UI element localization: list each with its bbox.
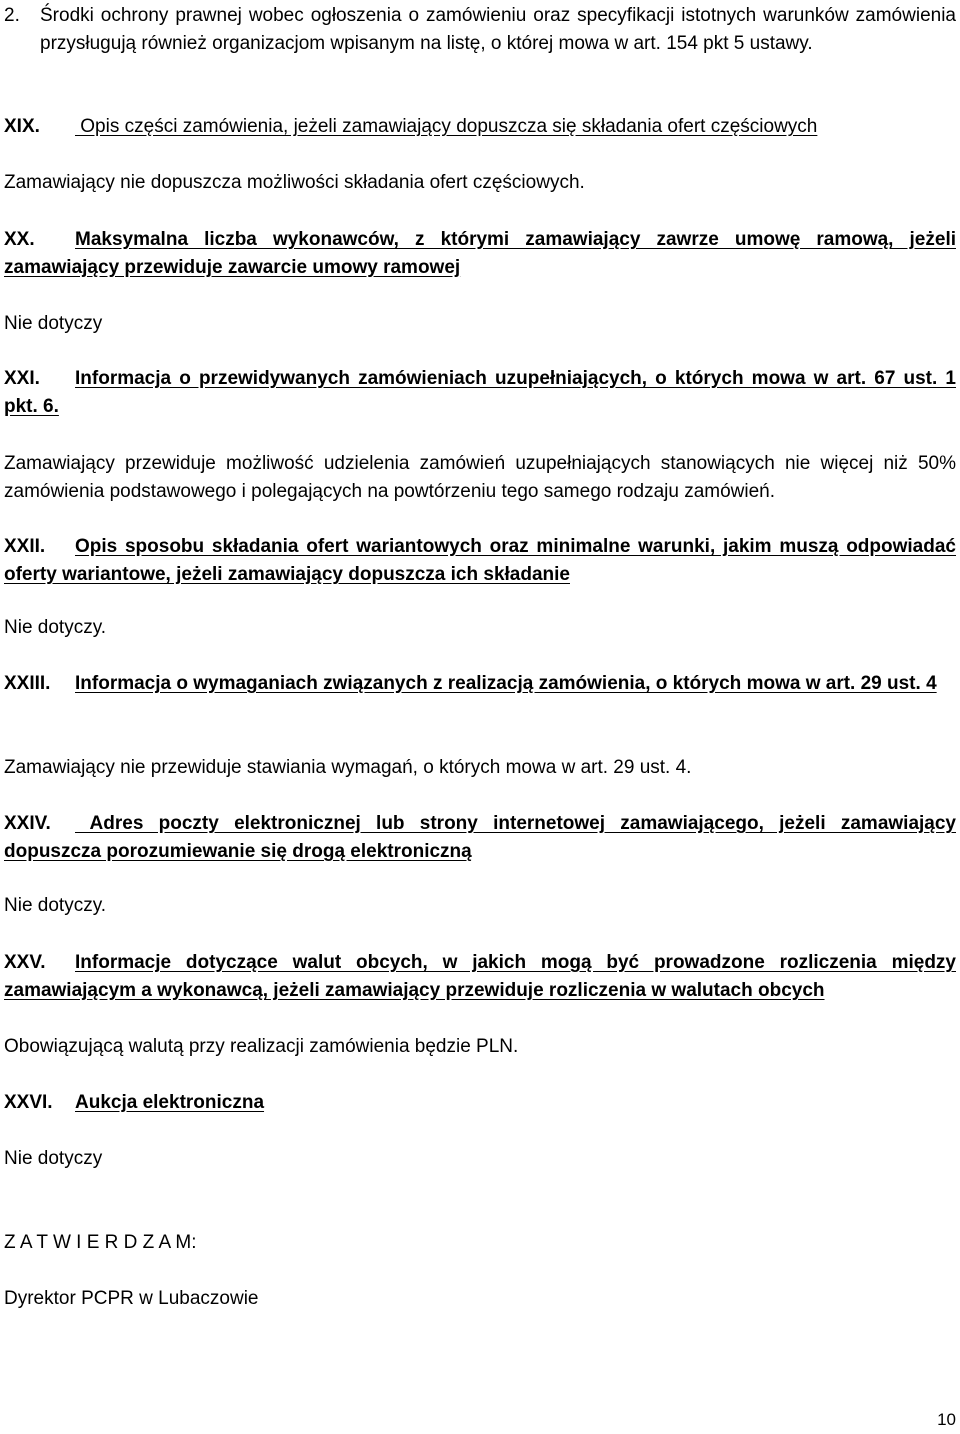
section-number: XIX. [4, 116, 40, 137]
section-number: XXVI. [4, 1092, 53, 1113]
section-number: XXIV. [4, 813, 51, 834]
list-item [4, 2, 956, 58]
section-body-xxii: Nie dotyczy. [4, 617, 107, 638]
section-body-xix: Zamawiający nie dopuszcza możliwości składania ofert częściowych. [4, 172, 585, 193]
section-body-xxv: Obowiązującą walutą przy realizacji zamówienia będzie PLN. [4, 1036, 519, 1057]
section-body-xxi: Zamawiający przewiduje możliwość udzielenia zamówień uzupełniających stanowiących nie więcej niż 50% zamówienia podstawowego i polegających na powtórzeniu tego samego rodzaju zamówień. [4, 453, 956, 502]
section-body-xxiv: Nie dotyczy. [4, 895, 107, 916]
section-title: Opis części zamówienia, jeżeli zamawiający dopuszcza się składania ofert częściowych [75, 116, 818, 137]
list-item-text: Środki ochrony prawnej wobec ogłoszenia o zamówieniu oraz specyfikacji istotnych warunków zamówienia przysługują również organizacjom wpisanym na listę, o której mowa w art. 154 pkt 5 ustawy. [40, 5, 956, 54]
section-number: XX. [4, 229, 35, 250]
section-title: Informacja o wymaganiach związanych z realizacją zamówienia, o których mowa w art. 29 ust. 4 [75, 673, 937, 694]
section-title: Informacja o przewidywanych zamówieniach uzupełniających, o których mowa w art. 67 ust. 1 pkt. 6. [4, 368, 956, 417]
approval-label: Z A T W I E R D Z A M: [4, 1232, 197, 1253]
section-number: XXV. [4, 952, 46, 973]
section-heading-xxv [4, 949, 956, 1005]
section-heading-xxi [4, 365, 956, 421]
section-body-xxiii: Zamawiający nie przewiduje stawiania wymagań, o których mowa w art. 29 ust. 4. [4, 757, 692, 778]
section-heading-xxiii [4, 670, 956, 698]
section-number: XXIII. [4, 673, 51, 694]
section-title: Informacje dotyczące walut obcych, w jakich mogą być prowadzone rozliczenia między zamawiającym a wykonawcą, jeżeli zamawiający przewiduje rozliczenia w walutach obcych [4, 952, 956, 1001]
section-heading-xix [4, 113, 956, 141]
section-title: Adres poczty elektronicznej lub strony internetowej zamawiającego, jeżeli zamawiający dopuszcza porozumiewanie się drogą elektroniczną [4, 813, 956, 862]
list-item-number: 2. [4, 5, 20, 26]
section-body-xx: Nie dotyczy [4, 313, 103, 334]
section-heading-xxvi [4, 1089, 956, 1117]
section-number: XXI. [4, 368, 40, 389]
section-heading-xxii [4, 533, 956, 589]
section-title: Maksymalna liczba wykonawców, z którymi zamawiający zawrze umowę ramową, jeżeli zamawiający przewiduje zawarcie umowy ramowej [4, 229, 956, 278]
section-heading-xx [4, 226, 956, 282]
section-body-xxvi: Nie dotyczy [4, 1148, 103, 1169]
section-heading-xxiv [4, 810, 956, 866]
section-title: Aukcja elektroniczna [75, 1092, 265, 1113]
page-number: 10 [937, 1410, 956, 1429]
approval-signatory: Dyrektor PCPR w Lubaczowie [4, 1288, 259, 1309]
section-number: XXII. [4, 536, 46, 557]
section-title: Opis sposobu składania ofert wariantowych oraz minimalne warunki, jakim muszą odpowiadać oferty wariantowe, jeżeli zamawiający dopuszcza ich składanie [4, 536, 956, 585]
